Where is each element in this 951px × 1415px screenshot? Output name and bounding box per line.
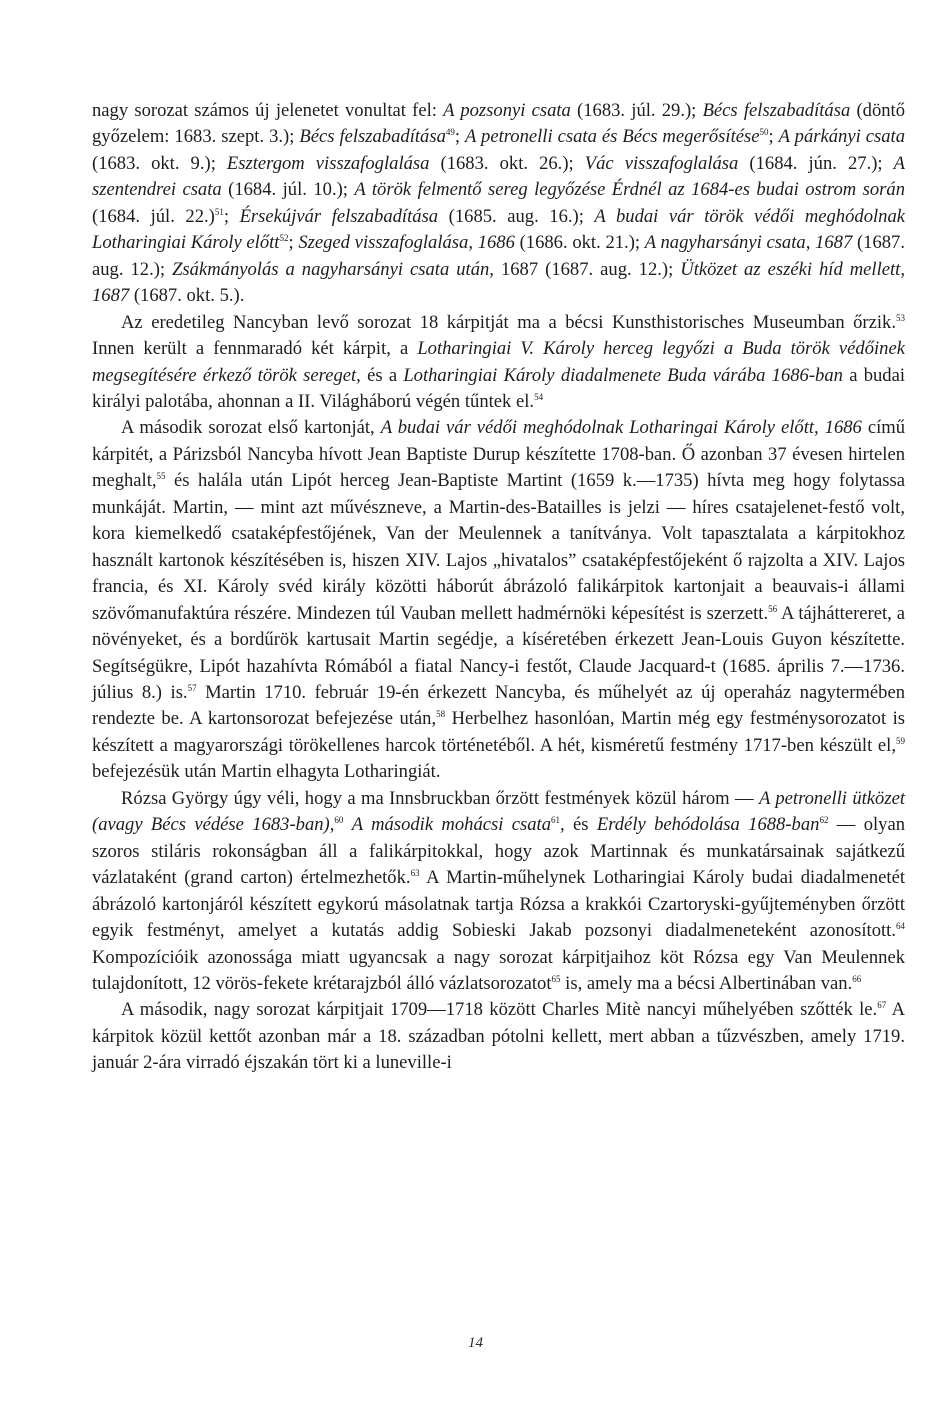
text-run: Martin 1710. február 19-én érkezett Nancyba, és műhelyét az új operaház nagytermében rendezte be. A kartonsorozat befejezése után, <box>92 681 905 730</box>
text-run: (döntő győzelem: 1683. szept. 3.); <box>92 100 906 148</box>
footnote-ref: 54 <box>534 391 544 402</box>
text-run: A Martin-műhelynek Lotharingiai Károly budai diadalmenetét ábrázoló kartonjáról készített egykorú másolatnak tartja Rózsa a krakkói Czartoryski-gyűjteményben őrzött egyik festményt, amelyet a kutatás addig Sobieski Jakab pozsonyi diadalmeneteként azonosított. <box>92 867 906 942</box>
text-run: (1683. okt. 26.); <box>429 152 585 174</box>
italic-title: Erdély behódolása 1688-ban <box>596 814 820 836</box>
footnote-ref: 67 <box>877 1000 887 1011</box>
text-run: A tájháttereret, a növényeket, és a bordűrök kartusait Martin segédje, a kíséretében érkezett Jean-Louis Guyon készítette. Segítségükre, Lipót hazahívta Rómából a fiatal Nancy-i festőt, Claude Jacquard-t (1685. április 7.—1736. július 8.) is. <box>92 602 905 703</box>
italic-title: Érsekújvár felszabadítása <box>239 205 439 227</box>
italic-title: A szentendrei csata <box>92 152 905 201</box>
italic-title: Bécs felszabadítása <box>299 126 446 148</box>
body-text <box>92 98 905 1077</box>
text-run: című kárpitét, a Párizsból Nancyba hívott Jean Baptiste Durup készítette 1708-ban. Ő azonban 37 évesen hirtelen meghalt, <box>92 417 906 492</box>
text-run: Kompozícióik azonossága miatt ugyancsak a nagy sorozat kárpitjaihoz köt Rózsa egy Van Meulennek tulajdonított, 12 vörös-fekete krétarajzból álló vázlatsorozatot <box>92 946 905 994</box>
italic-title: A párkányi csata <box>778 126 905 148</box>
text-run: (1684. júl. 22.) <box>92 205 215 227</box>
footnote-ref: 59 <box>896 735 905 746</box>
text-run: ; <box>768 126 779 148</box>
italic-title: A második mohácsi csata <box>351 814 552 836</box>
italic-title: Zsákmányolás a nagyharsányi csata után, <box>172 258 494 280</box>
footnote-ref: 61 <box>551 815 561 826</box>
italic-title: A budai vár török védői meghódolnak Lotharingiai Károly előtt <box>92 205 905 254</box>
paragraph <box>92 786 905 998</box>
text-run: (1683. júl. 29.); <box>570 100 703 121</box>
text-run: (1683. okt. 9.); <box>92 152 227 174</box>
italic-title: A petronelli csata és Bécs megerősítése <box>465 126 760 148</box>
page-number: 14 <box>468 1335 483 1351</box>
italic-title: A petronelli ütközet (avagy Bécs védése 1683-ban), <box>92 787 905 836</box>
text-run: A második sorozat első kartonját, <box>121 417 381 439</box>
text-run: A kárpitok közül kettőt azonban már a 18. században pótolni kellett, mert abban a tűzvészben, amely 1719. január 2-ára virradó éjszakán tört ki a luneville-i <box>92 999 905 1074</box>
text-run: és a <box>360 364 404 386</box>
text-run: (1684. júl. 10.); <box>221 179 355 201</box>
italic-title: A pozsonyi csata <box>443 100 571 121</box>
footnote-ref: 65 <box>551 973 561 984</box>
paragraph <box>92 98 905 310</box>
text-run: ; <box>288 232 299 254</box>
footnote-ref: 64 <box>896 921 905 932</box>
italic-title: A budai vár védői meghódolnak Lotharingai Károly előtt, 1686 <box>380 417 862 439</box>
italic-title: A nagyharsányi csata, 1687 <box>644 232 853 254</box>
paragraph <box>92 415 905 785</box>
italic-title: Ütközet az eszéki híd mellett, 1687 <box>92 258 905 307</box>
text-run <box>343 814 351 835</box>
text-run: (1684. jún. 27.); <box>738 152 894 174</box>
footnote-ref: 66 <box>852 973 862 984</box>
text-run: , és <box>560 814 597 836</box>
footnote-ref: 56 <box>768 603 778 614</box>
text-run: ; <box>454 126 466 148</box>
footnote-ref: 62 <box>819 815 829 826</box>
text-run: (1685. aug. 16.); <box>438 205 595 227</box>
italic-title: Lotharingiai Károly diadalmenete Buda várába 1686-ban <box>403 364 843 386</box>
footnote-ref: 50 <box>759 127 769 138</box>
text-run: A második, nagy sorozat kárpitjait 1709—1718 között Charles Mitè nancyi műhelyében szőtték le. <box>121 999 878 1021</box>
footnote-ref: 55 <box>156 471 166 482</box>
italic-title: A török felmentő sereg legyőzése Érdnél az 1684-es budai ostrom során <box>354 179 906 201</box>
paragraph <box>92 997 905 1076</box>
text-run: — olyan szoros stiláris rokonságban áll a falikárpitokkal, hogy azok Martinnak és munkatársainak sajátkezű vázlataként (grand carton) értelmezhetők. <box>92 814 906 889</box>
text-run: 1687 (1687. aug. 12.); <box>493 258 681 280</box>
text-run: nagy sorozat számos új jelenetet vonultat fel: <box>92 100 444 121</box>
text-run: Innen került a fennmaradó két kárpit, a <box>92 338 418 360</box>
text-run: befejezésük után Martin elhagyta Lotharingiát. <box>92 761 441 783</box>
footnote-ref: 63 <box>410 868 420 879</box>
footnote-ref: 52 <box>279 233 289 244</box>
text-run: Herbelhez hasonlóan, Martin még egy festménysorozatot is készített a magyarországi törökellenes harcok történetéből. A hét, kisméretű festmény 1717-ben készült el, <box>92 708 905 756</box>
text-run: (1686. okt. 21.); <box>514 232 645 254</box>
paragraph <box>92 310 905 416</box>
footnote-ref: 60 <box>334 815 344 826</box>
text-run: és halála után Lipót herceg Jean-Baptiste Martint (1659 k.—1735) hívta meg hogy folytassa munkáját. Martin, — mint azt művészneve, a Martin-des-Batailles is jelzi — híres csatajelenet-festő volt, kora kiemelkedő csataképfestőjének, Van der Meulennek a tanítványa. Volt tapasztalata a kárpitokhoz használt kartonok készítésében is, hiszen XIV. Lajos „hivatalos” csataképfestőjeként ő rajzolta a XIV. Lajos francia, és XI. Károly svéd király közötti háborút ábrázoló falikárpitok kartonjait a beauvais-i állami szövőmanufaktúra részére. Mindezen túl Vauban mellett hadmérnöki képesítést is szerzett. <box>92 470 905 624</box>
italic-title: Bécs felszabadítása <box>702 100 851 121</box>
text-run: ; <box>223 205 240 227</box>
italic-title: Esztergom visszafoglalása <box>226 152 430 174</box>
text-run: Az eredetileg Nancyban levő sorozat 18 kárpitját ma a bécsi Kunsthistorisches Museumban őrzik. <box>121 311 896 333</box>
footnote-ref: 53 <box>896 312 905 323</box>
italic-title: Lotharingiai V. Károly herceg legyőzi a Buda török védőinek megsegítésére érkező török sereget, <box>92 338 905 386</box>
italic-title: Vác visszafoglalása <box>584 152 739 174</box>
italic-title: Szeged visszafoglalása, 1686 <box>298 232 515 254</box>
text-run: (1687. aug. 12.); <box>92 232 905 280</box>
footnote-ref: 57 <box>187 682 197 693</box>
footnote-ref: 51 <box>214 206 224 217</box>
text-run: is, amely ma a bécsi Albertinában van. <box>560 972 853 994</box>
footnote-ref: 58 <box>436 709 446 720</box>
text-run: a budai királyi palotába, ahonnan a II. Világháború végén tűntek el. <box>92 364 906 412</box>
text-run: Rózsa György úgy véli, hogy a ma Innsbruckban őrzött festmények közül három — <box>121 787 759 809</box>
text-run: (1687. okt. 5.). <box>129 285 245 307</box>
footnote-ref: 49 <box>445 127 455 138</box>
